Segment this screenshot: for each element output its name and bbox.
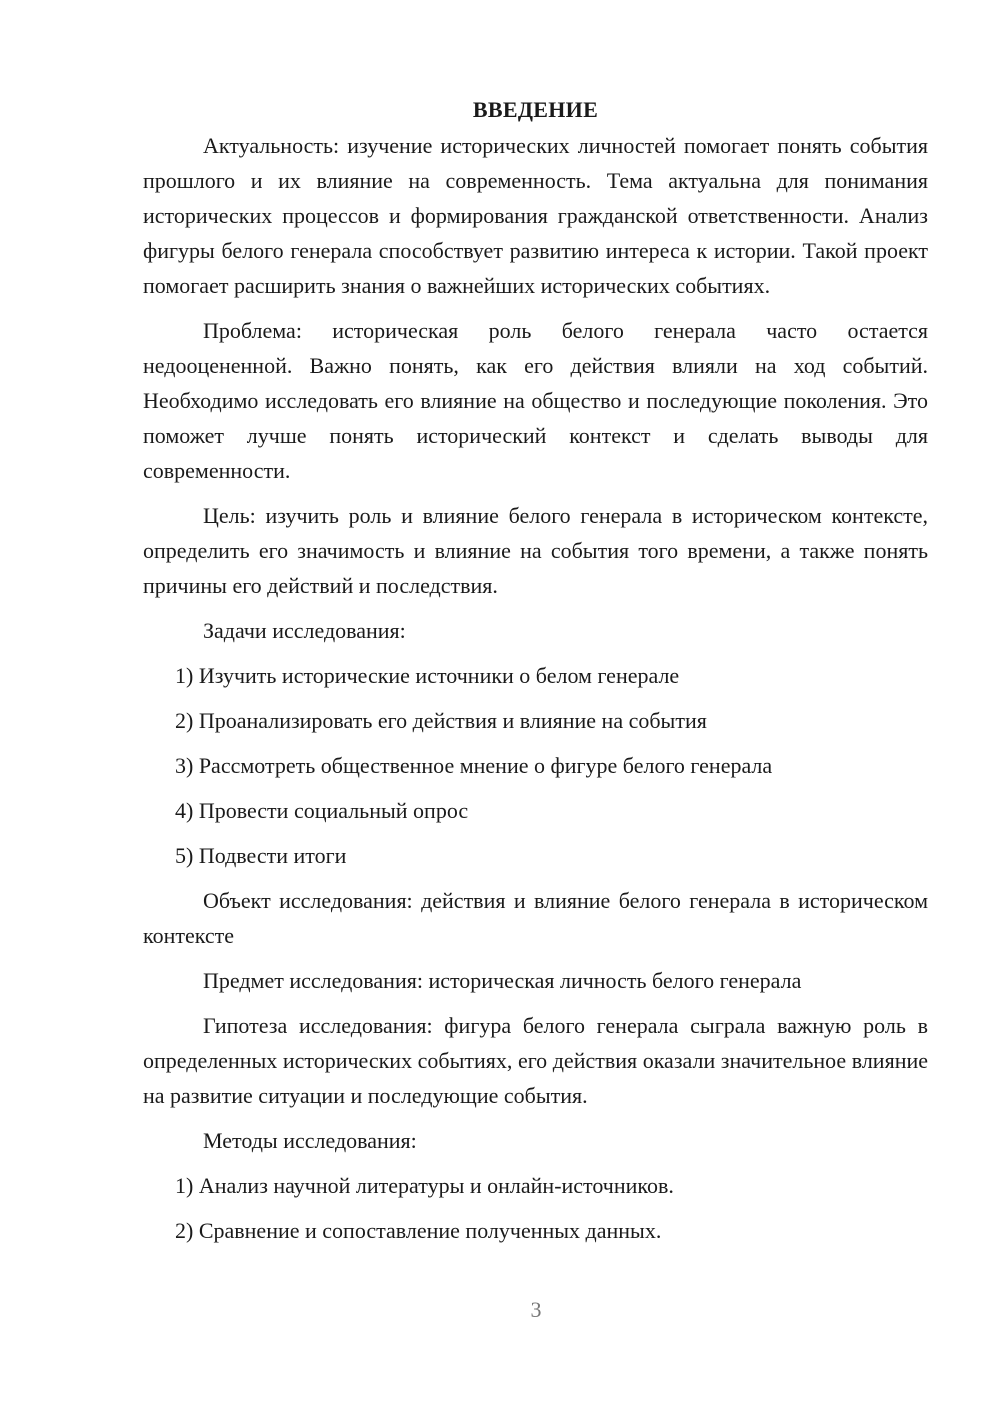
page-number: 3 xyxy=(530,1297,542,1322)
task-item: 3) Рассмотреть общественное мнение о фигуре белого генерала xyxy=(175,753,773,778)
document-page xyxy=(143,92,928,1258)
method-item: 1) Анализ научной литературы и онлайн-источников. xyxy=(175,1173,674,1198)
methods-heading: Методы исследования: xyxy=(203,1128,417,1153)
tasks-list xyxy=(143,658,928,873)
task-item: 5) Подвести итоги xyxy=(175,843,347,868)
subject-paragraph: Предмет исследования: историческая личность белого генерала xyxy=(203,968,802,993)
goal-paragraph: Цель: изучить роль и влияние белого генерала в историческом контексте, определить его значимость и влияние на события того времени, а также понять причины его действий и последствия. xyxy=(143,503,928,598)
task-item: 4) Провести социальный опрос xyxy=(175,798,469,823)
problem-paragraph: Проблема: историческая роль белого генерала часто остается недооцененной. Важно понять, как его действия влияли на ход событий. Необходимо исследовать его влияние на общество и последующие поколения. Это поможет лучше понять исторический контекст и сделать выводы для современности. xyxy=(143,318,928,483)
method-item: 2) Сравнение и сопоставление полученных данных. xyxy=(175,1218,662,1243)
task-item: 1) Изучить исторические источники о белом генерале xyxy=(175,663,680,688)
object-paragraph: Объект исследования: действия и влияние белого генерала в историческом контексте xyxy=(143,888,928,948)
relevance-paragraph: Актуальность: изучение исторических личностей помогает понять события прошлого и их влияние на современность. Тема актуальна для понимания исторических процессов и формирования гражданской ответственности. Анализ фигуры белого генерала способствует развитию интереса к истории. Такой проект помогает расширить знания о важнейших исторических событиях. xyxy=(143,133,928,298)
hypothesis-paragraph: Гипотеза исследования: фигура белого генерала сыграла важную роль в определенных исторических событиях, его действия оказали значительное влияние на развитие ситуации и последующие события. xyxy=(143,1013,928,1108)
tasks-heading: Задачи исследования: xyxy=(203,618,406,643)
methods-list xyxy=(143,1168,928,1248)
page-title: ВВЕДЕНИЕ xyxy=(472,97,599,122)
task-item: 2) Проанализировать его действия и влияние на события xyxy=(175,708,707,733)
